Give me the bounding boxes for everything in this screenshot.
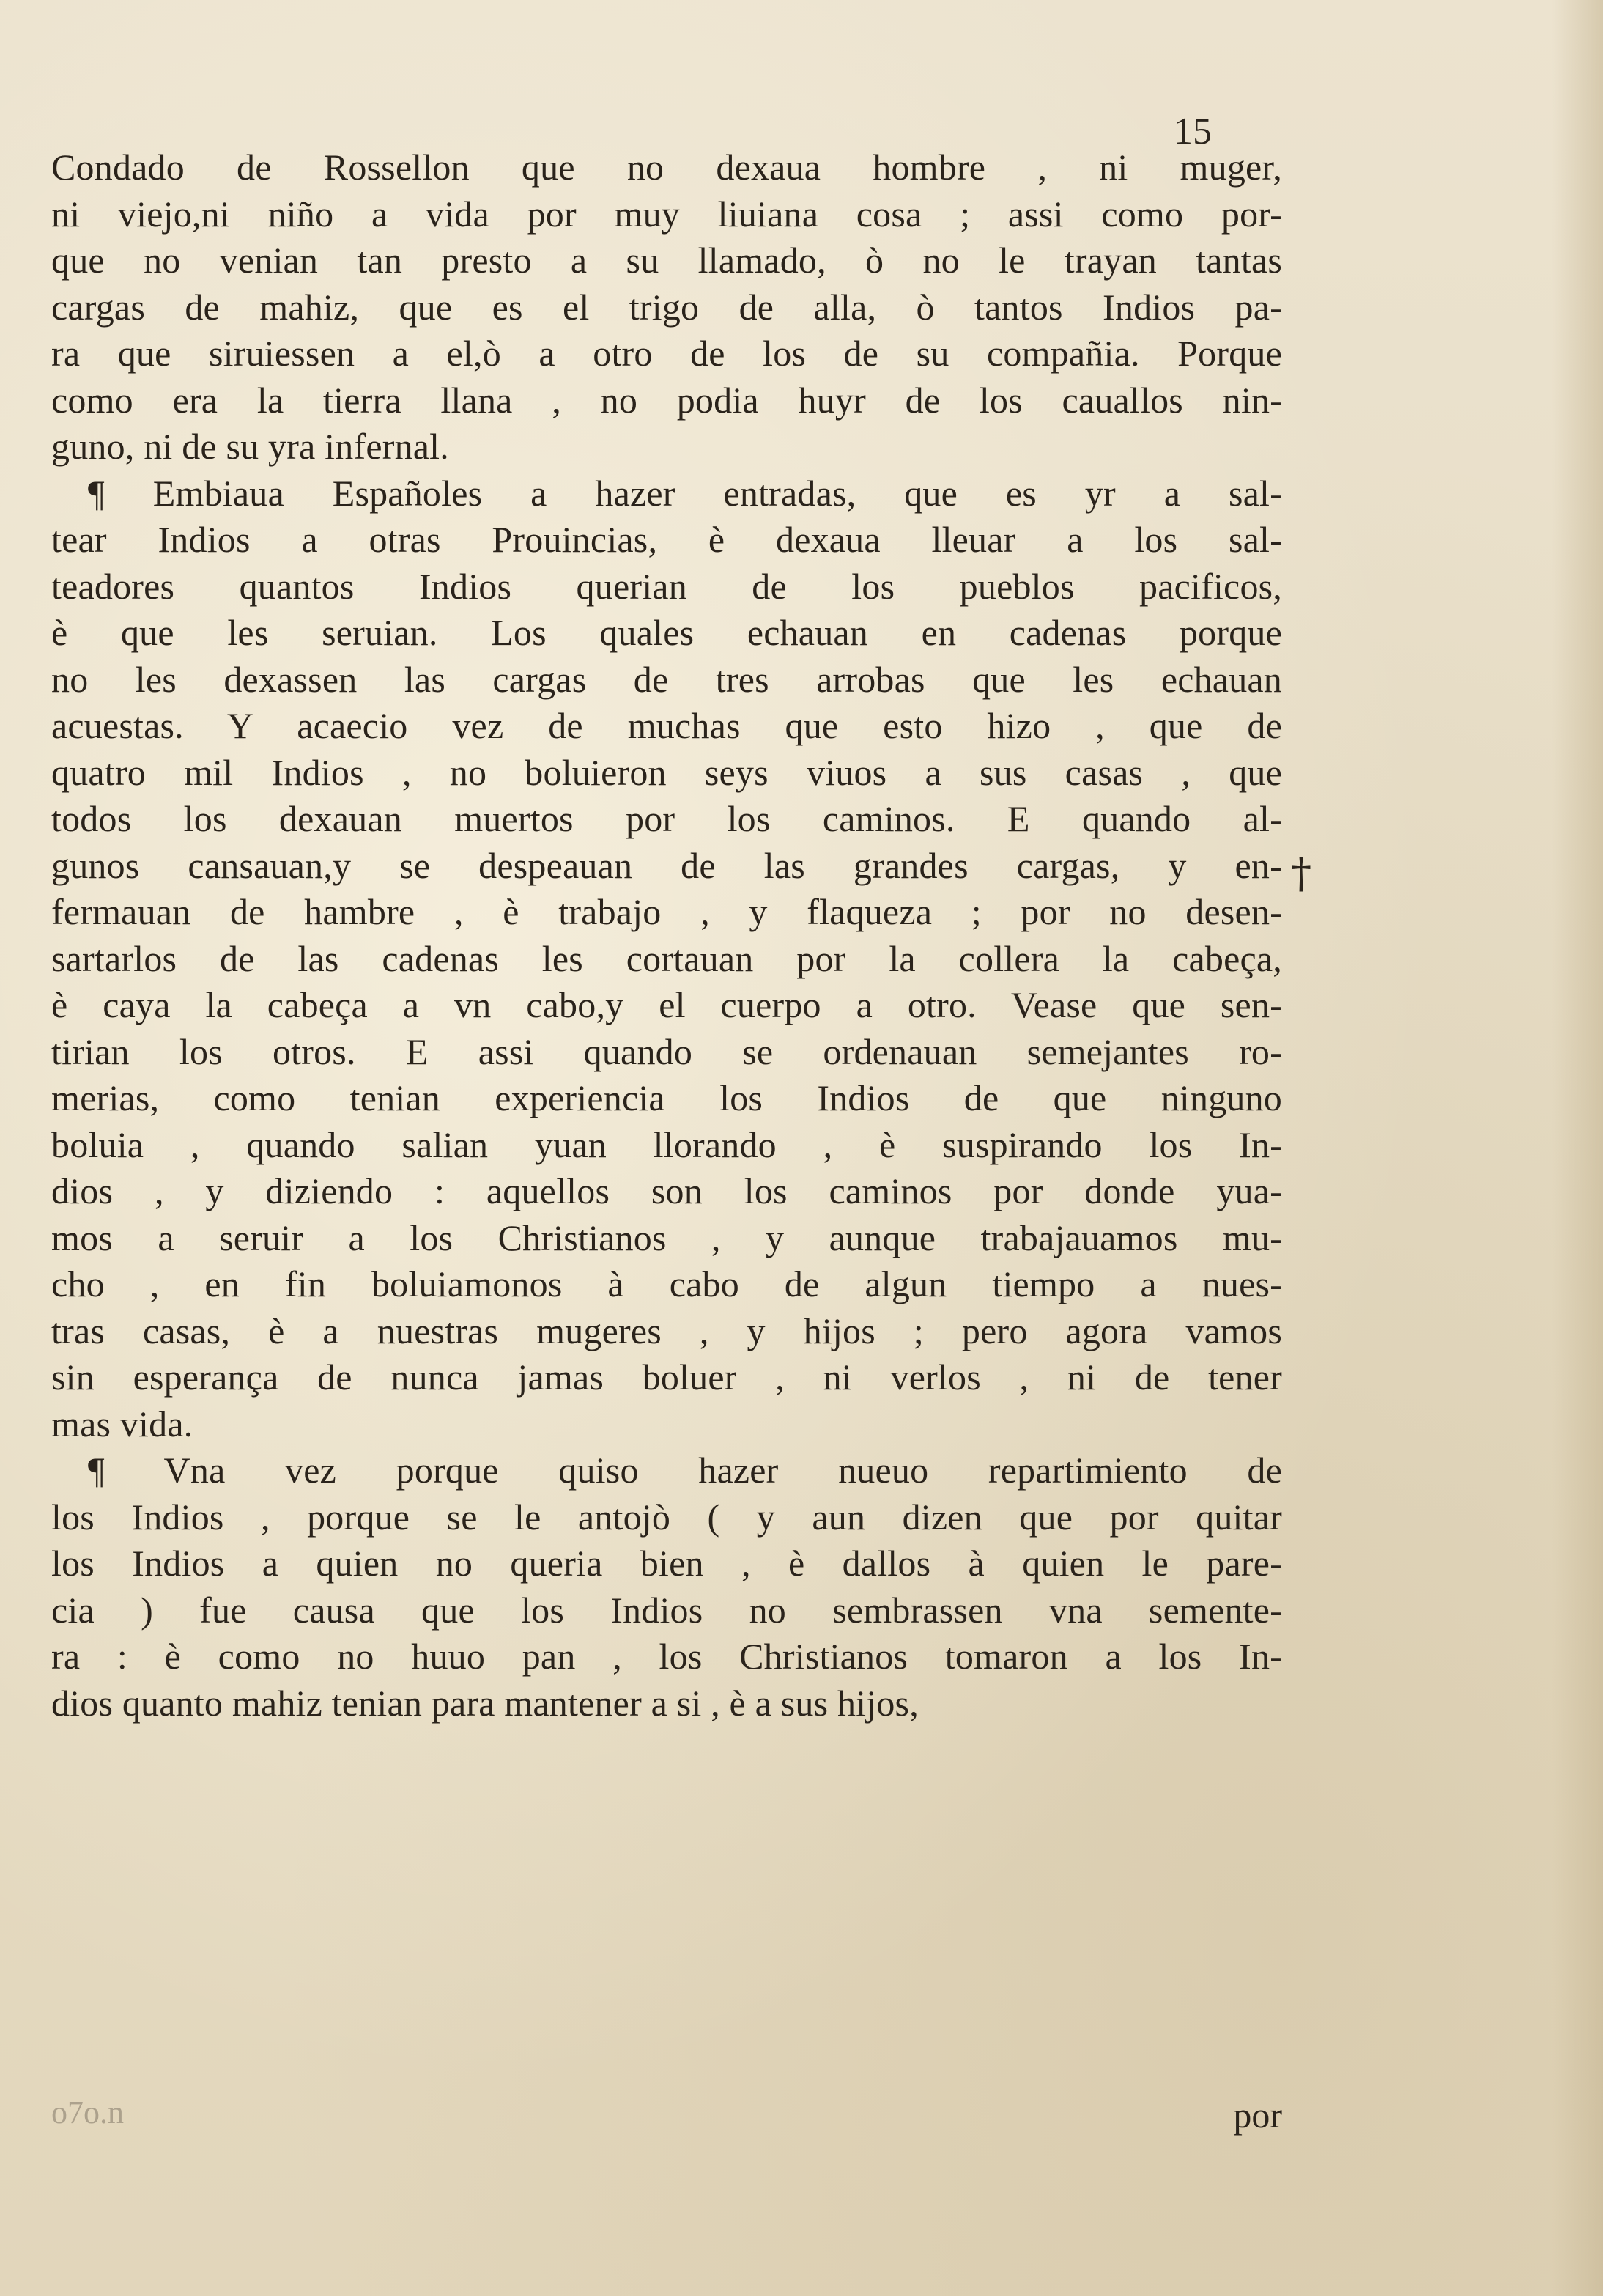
text-line: è caya la cabeça a vn cabo,y el cuerpo a otro. Vease que sen- [51,984,1282,1025]
page-number: 15 [1174,111,1212,152]
text-line: no les dexassen las cargas de tres arrobas que les echauan [51,658,1282,700]
text-line: dios , y diziendo : aquellos son los caminos por donde yua- [51,1170,1282,1211]
text-line: teadores quantos Indios querian de los pueblos pacificos, [51,565,1282,607]
text-line: ra : è como no huuo pan , los Christianos tomaron a los In- [51,1636,1282,1677]
text-line: ¶ Vna vez porque quiso hazer nueuo repartimiento de [88,1450,1282,1491]
margin-dagger-mark: † [1291,850,1311,898]
text-line: gunos cansauan,y se despeauan de las grandes cargas, y en- [51,844,1282,886]
text-line: è que les seruian. Los quales echauan en cadenas porque [51,612,1282,653]
text-line: cia ) fue causa que los Indios no sembrassen vna semente- [51,1589,1282,1631]
bleed-through-signature: o7o.n [51,2094,124,2130]
page-footer [51,2094,1282,2145]
text-line: todos los dexauan muertos por los caminos. E quando al- [51,798,1282,839]
text-line: fermauan de hambre , è trabajo , y flaqueza ; por no desen- [51,891,1282,932]
text-line: cargas de mahiz, que es el trigo de alla, ò tantos Indios pa- [51,286,1282,328]
text-line: como era la tierra llana , no podia huyr de los cauallos nin- [51,379,1282,421]
text-line: Condado de Rossellon que no dexaua hombre , ni muger, [51,147,1282,188]
text-line: merias, como tenian experiencia los Indios de que ninguno [51,1077,1282,1118]
text-line: tirian los otros. E assi quando se ordenauan semejantes ro- [51,1030,1282,1072]
text-line: tras casas, è a nuestras mugeres , y hijos ; pero agora vamos [51,1310,1282,1351]
text-line: dios quanto mahiz tenian para mantener a si , è a sus hijos, [51,1682,919,1724]
text-line: los Indios , porque se le antojò ( y aun dizen que por quitar [51,1496,1282,1538]
text-line: sartarlos de las cadenas les cortauan por la collera la cabeça, [51,937,1282,979]
text-line: quatro mil Indios , no boluieron seys viuos a sus casas , que [51,751,1282,793]
text-line: sin esperança de nunca jamas boluer , ni verlos , ni de tener [51,1356,1282,1398]
text-line: guno, ni de su yra infernal. [51,426,449,467]
catchword: por [1233,2094,1282,2136]
text-line: cho , en fin boluiamonos à cabo de algun tiempo a nues- [51,1263,1282,1304]
text-line: mas vida. [51,1403,193,1444]
text-line: acuestas. Y acaecio vez de muchas que esto hizo , que de [51,705,1282,746]
text-line: que no venian tan presto a su llamado, ò no le trayan tantas [51,240,1282,281]
text-line: los Indios a quien no queria bien , è dallos à quien le pare- [51,1543,1282,1584]
text-line: boluia , quando salian yuan llorando , è suspirando los In- [51,1123,1282,1165]
body-text [51,144,1282,1727]
text-line: mos a seruir a los Christianos , y aunque trabajauamos mu- [51,1217,1282,1258]
text-line: ¶ Embiaua Españoles a hazer entradas, que es yr a sal- [88,472,1282,514]
text-line: ni viejo,ni niño a vida por muy liuiana cosa ; assi como por- [51,193,1282,235]
text-line: ra que siruiessen a el,ò a otro de los de su compañia. Porque [51,333,1282,374]
text-line: tear Indios a otras Prouincias, è dexaua lleuar a los sal- [51,519,1282,560]
